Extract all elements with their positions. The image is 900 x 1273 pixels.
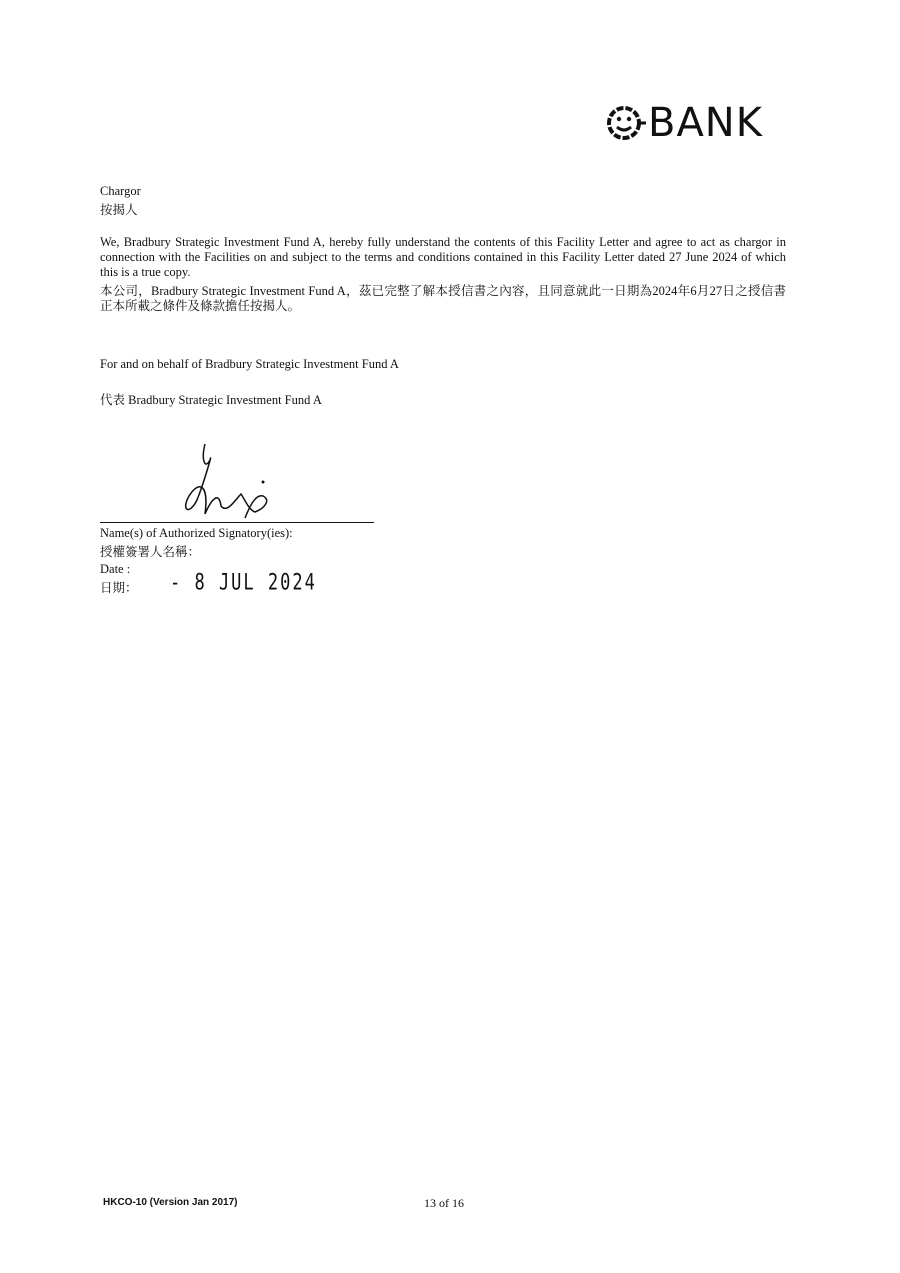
signatory-name-label-en: Name(s) of Authorized Signatory(ies): — [100, 526, 293, 540]
handwritten-signature — [175, 440, 285, 520]
bank-logo — [606, 100, 763, 146]
behalf-text-en: For and on behalf of Bradbury Strategic Investment Fund A — [100, 357, 399, 371]
smiley-logo-icon — [606, 103, 646, 143]
logo-text: BANK — [648, 100, 763, 146]
signatory-name-label-zh: 授權簽署人名稱： — [100, 545, 201, 559]
signature-line — [100, 522, 374, 523]
chargor-label-en: Chargor — [100, 184, 141, 198]
agreement-paragraph-zh: 本公司，Bradbury Strategic Investment Fund A，茲已完整了解本授信書之內容，且同意就此一日期為2024年6月27日之授信書正本所載之條件及條款擔任按揭人。 — [100, 284, 786, 313]
date-label-en: Date : — [100, 562, 131, 576]
form-code: HKCO-10 (Version Jan 2017) — [103, 1197, 238, 1208]
agreement-paragraph-en: We, Bradbury Strategic Investment Fund A, hereby fully understand the contents of this Facility Letter and agree to act as chargor in connection with the Facilities on and subject to the terms and conditions contained in this Facility Letter dated 27 June 2024 of which this is a true copy. — [100, 235, 786, 279]
date-label-zh: 日期： — [100, 581, 138, 595]
behalf-text-zh: 代表 Bradbury Strategic Investment Fund A — [100, 393, 322, 407]
date-stamp: - 8 JUL 2024 — [170, 570, 317, 596]
chargor-label-zh: 按揭人 — [100, 203, 138, 217]
page-number: 13 of 16 — [424, 1196, 464, 1210]
